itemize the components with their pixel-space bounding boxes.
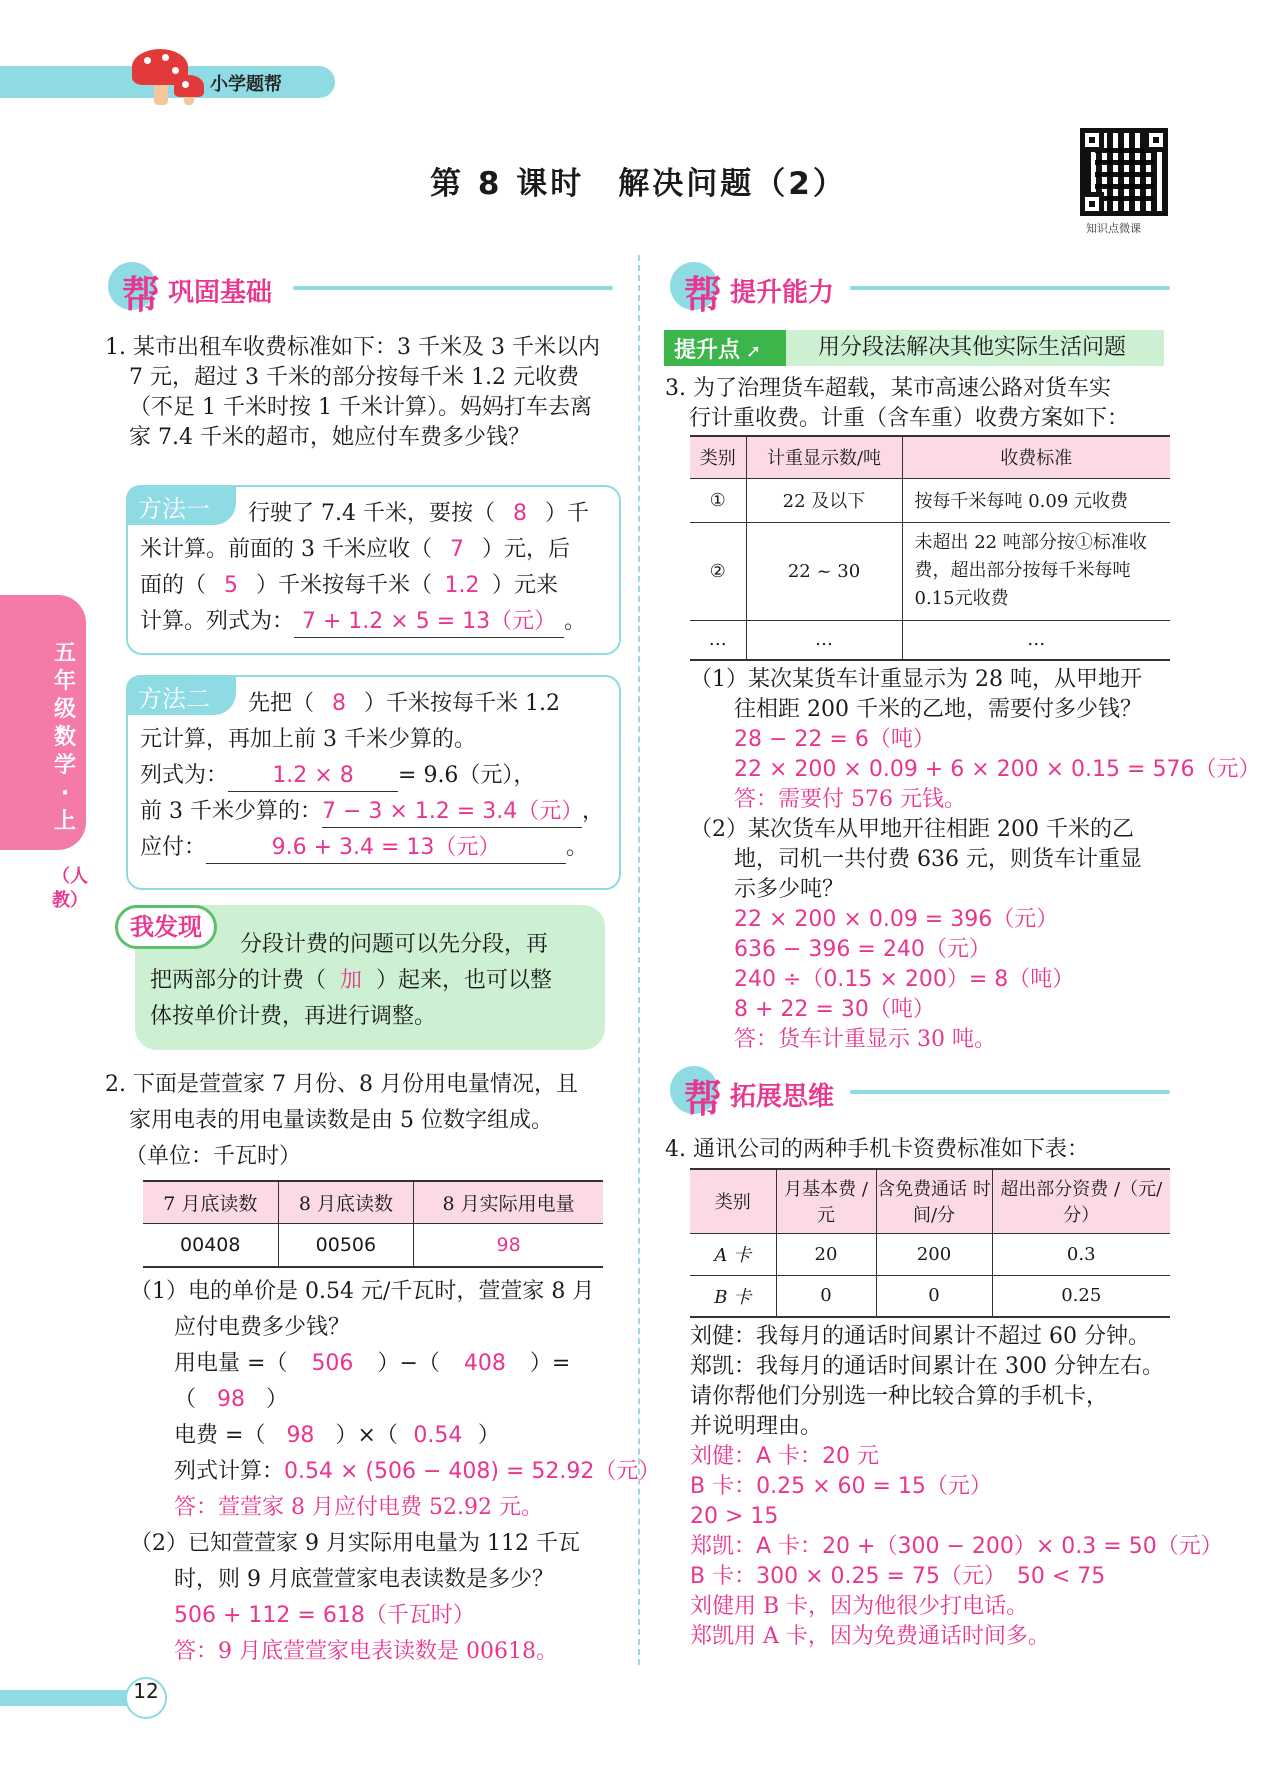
qr-code-icon[interactable] (1080, 128, 1168, 216)
q2-part1: （1）电的单价是 0.54 元/千瓦时，萱萱家 8 月 应付电费多少钱？ 用电量 =（ 506 ）−（ 408 ）= （ 98 ） 电费 =（ 98 ）×（ 0.54 ） 列式计算：0.54 × (506 − 408) = 52.92（元） 答：萱萱家 8 月应付电费 52.92 元。 （2）已知萱萱家 9 月实际用电量为 112 千瓦 时，则 9 月底萱萱家电表读数是多少？ 506 + 112 = 618（千瓦时） 答：9 月底萱萱家电表读数是 00618。 (130, 1279, 661, 1664)
table-cell: 0 (776, 1275, 876, 1317)
table-cell: 未超出 22 吨部分按①标准收费，超出部分按每千米每吨 0.15元收费 (914, 532, 1147, 609)
table-header: 7 月底读数 (143, 1181, 278, 1223)
table-cell: A 卡 (690, 1233, 776, 1275)
table-header: 类别 (690, 1169, 776, 1233)
mushroom-logo-icon (130, 45, 210, 110)
page-title: 第 8 课时 解决问题（2） (430, 166, 847, 202)
side-grade-label: 五年级数学·上 (53, 641, 76, 834)
discovery-text: 分段计费的问题可以先分段，再 把两部分的计费（ 加 ）起来，也可以整 体按单价计费，再进行调整。 (150, 932, 553, 1029)
table-cell: 00506 (278, 1223, 414, 1267)
electricity-table (143, 1180, 603, 1268)
arrow-icon: ➚ (746, 341, 762, 362)
section-extend-header: 帮 拓展思维 (670, 1066, 1170, 1116)
section-extend-title: 拓展思维 (730, 1082, 835, 1112)
method-one-box: 方法一 行驶了 7.4 千米，要按（ 8 ）千 米计算。前面的 3 千米应收（ 7 ）元，后 面的（ 5 ）千米按每千米（ 1.2 ）元来 计算。列式为： 7 + 1.2 × 5 = 13（元） 。 (126, 485, 621, 655)
table-cell: 按每千米每吨 0.09 元收费 (914, 491, 1129, 512)
discovery-tag: 我发现 (115, 905, 217, 949)
table-header: 含免费通话 时间/分 (876, 1169, 992, 1233)
q3-text: 3. 为了治理货车超载，某市高速公路对货车实 行计重收费。计重（含车重）收费方案如下： (665, 376, 1130, 431)
table-cell: 22 及以下 (746, 478, 902, 522)
tip-tag: 提升点 ➚ (664, 330, 786, 366)
q4-text: 4. 通讯公司的两种手机卡资费标准如下表： (665, 1137, 1089, 1162)
section-improve-header: 帮 提升能力 (670, 262, 1170, 312)
table-cell: ① (690, 478, 746, 522)
q3-parts: （1）某次某货车计重显示为 28 吨，从甲地开 往相距 200 千米的乙地，需要付多少钱？ 28 − 22 = 6（吨） 22 × 200 × 0.09 + 6 × 200 × 0.15 = 576（元） 答：需要付 576 元钱。 （2）某次货车从甲地开往相距 200 千米的乙 地，司机一共付费 636 元，则货车计重显 示多少吨？ 22 × 200 × 0.09 = 396（元） 636 − 396 = 240（元） 240 ÷（0.15 × 200）= 8（吨） 8 + 22 = 30（吨） 答：货车计重显示 30 吨。 (690, 667, 1261, 1052)
qr-caption: 知识点微课 (1086, 222, 1141, 235)
method-two-box: 方法二 先把（ 8 ）千米按每千米 1.2 元计算，再加上前 3 千米少算的。 列式为： 1.2 × 8 = 9.6（元）， 前 3 千米少算的：7 − 3 × 1.2 = 3.4（元）， 应付： 9.6 + 3.4 = 13（元） 。 (126, 675, 621, 890)
phone-card-table (690, 1168, 1170, 1318)
table-cell: … (746, 620, 902, 660)
q2-text: 2. 下面是萱萱家 7 月份、8 月份用电量情况，且 家用电表的用电量读数是由 5 位数字组成。 （单位：千瓦时） (105, 1072, 578, 1169)
method-one-tag: 方法一 (126, 485, 236, 525)
table-cell: B 卡 (690, 1275, 776, 1317)
section-improve-title: 提升能力 (730, 278, 835, 308)
table-header: 类别 (690, 436, 746, 478)
brand-name: 小学题帮 (210, 74, 282, 95)
table-cell: 00408 (143, 1223, 278, 1267)
footer-bar (0, 1690, 140, 1706)
table-cell: … (690, 620, 746, 660)
table-header: 8 月实际用电量 (442, 1192, 575, 1215)
table-cell: … (1027, 629, 1046, 651)
section-basic-header: 帮 巩固基础 (108, 262, 613, 312)
table-cell: 22 ~ 30 (746, 522, 902, 620)
tip-text: 用分段法解决其他实际生活问题 (818, 335, 1127, 360)
section-basic-title: 巩固基础 (168, 278, 273, 308)
table-header: 收费标准 (1000, 448, 1073, 470)
table-cell: 0.3 (1066, 1243, 1096, 1265)
table-cell: 98 (496, 1233, 521, 1256)
q1-text: 1. 某市出租车收费标准如下：3 千米及 3 千米以内 7 元，超过 3 千米的部分按每千米 1.2 元收费 （不足 1 千米时按 1 千米计算）。妈妈打车去离 家 7.4 千米的超市，她应付车费多少钱？ (105, 335, 600, 450)
side-edition-label: （人教） (52, 866, 88, 911)
truck-fee-table (690, 435, 1170, 661)
table-cell: 20 (776, 1233, 876, 1275)
table-cell: 0.25 (1061, 1285, 1102, 1307)
method-two-tag: 方法二 (126, 675, 236, 715)
table-cell: ② (690, 522, 746, 620)
table-header: 8 月底读数 (278, 1181, 414, 1223)
table-header: 计重显示数/吨 (746, 436, 902, 478)
page-number: 12 (125, 1677, 167, 1719)
table-header: 月基本费 /元 (776, 1169, 876, 1233)
table-header: 超出部分资费 /（元/分） (1000, 1179, 1163, 1227)
q4-body: 刘健：我每月的通话时间累计不超过 60 分钟。 郑凯：我每月的通话时间累计在 300 分钟左右。 请你帮他们分别选一种比较合算的手机卡， 并说明理由。 刘健：A 卡：20 元 B 卡：0.25 × 60 = 15（元） 20 > 15 郑凯：A 卡：20 +（300 − 200）× 0.3 = 50（元） B 卡：300 × 0.25 = 75（元） 50 < 75 刘健用 B 卡，因为他很少打电话。 郑凯用 A 卡，因为免费通话时间多。 (690, 1324, 1223, 1649)
table-cell: 0 (876, 1275, 992, 1317)
table-cell: 200 (876, 1233, 992, 1275)
